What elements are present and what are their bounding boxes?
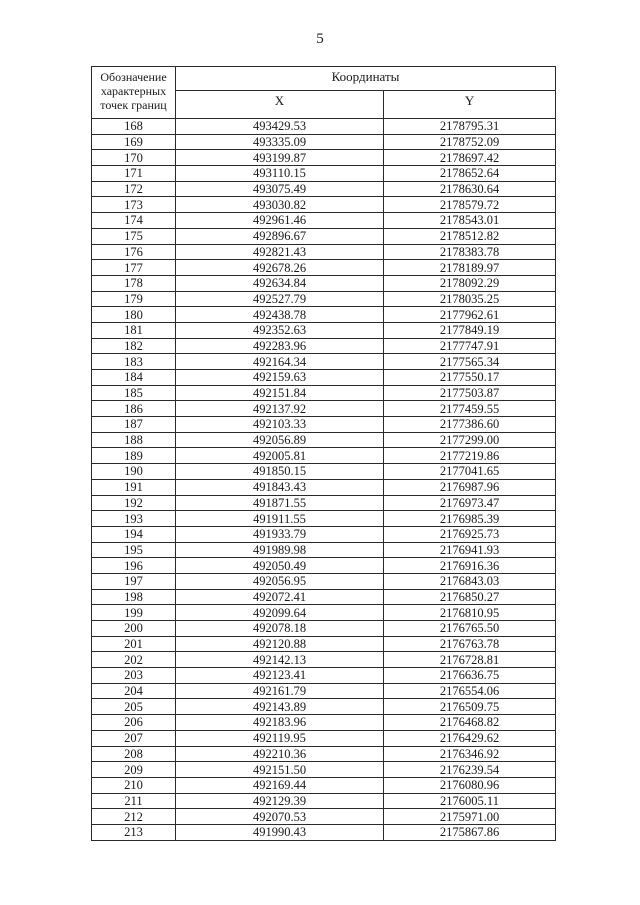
y-coordinate-cell: 2178697.42 [384, 150, 556, 166]
x-coordinate-cell: 493335.09 [176, 134, 384, 150]
x-coordinate-cell: 492161.79 [176, 683, 384, 699]
point-id-cell: 193 [92, 511, 176, 527]
x-coordinate-cell: 493075.49 [176, 181, 384, 197]
x-coordinate-cell: 491911.55 [176, 511, 384, 527]
table-row [92, 244, 556, 260]
point-id-cell: 176 [92, 244, 176, 260]
point-id-cell: 183 [92, 354, 176, 370]
x-coordinate-cell: 491871.55 [176, 495, 384, 511]
x-coordinate-cell: 492070.53 [176, 809, 384, 825]
column-header-x: X [176, 91, 384, 119]
table-row [92, 228, 556, 244]
table-header [92, 67, 556, 119]
table-row [92, 762, 556, 778]
column-header-designation: Обозначение характерных точек границ [92, 67, 176, 119]
y-coordinate-cell: 2176239.54 [384, 762, 556, 778]
y-coordinate-cell: 2176925.73 [384, 526, 556, 542]
point-id-cell: 173 [92, 197, 176, 213]
y-coordinate-cell: 2178543.01 [384, 213, 556, 229]
table-row [92, 464, 556, 480]
y-coordinate-cell: 2175867.86 [384, 824, 556, 840]
point-id-cell: 175 [92, 228, 176, 244]
page-number: 5 [316, 31, 324, 47]
point-id-cell: 200 [92, 621, 176, 637]
table-row [92, 777, 556, 793]
x-coordinate-cell: 492634.84 [176, 275, 384, 291]
x-coordinate-cell: 492072.41 [176, 589, 384, 605]
x-coordinate-cell: 492164.34 [176, 354, 384, 370]
x-coordinate-cell: 492050.49 [176, 558, 384, 574]
table-row [92, 370, 556, 386]
x-coordinate-cell: 492056.89 [176, 432, 384, 448]
table-row [92, 338, 556, 354]
table-row [92, 699, 556, 715]
table-row [92, 730, 556, 746]
x-coordinate-cell: 492078.18 [176, 621, 384, 637]
table-row [92, 589, 556, 605]
point-id-cell: 185 [92, 385, 176, 401]
y-coordinate-cell: 2177962.61 [384, 307, 556, 323]
y-coordinate-cell: 2178512.82 [384, 228, 556, 244]
x-coordinate-cell: 492151.50 [176, 762, 384, 778]
x-coordinate-cell: 491933.79 [176, 526, 384, 542]
x-coordinate-cell: 492120.88 [176, 636, 384, 652]
table-body [92, 119, 556, 841]
x-coordinate-cell: 492103.33 [176, 417, 384, 433]
table-row [92, 526, 556, 542]
y-coordinate-cell: 2176987.96 [384, 479, 556, 495]
point-id-cell: 203 [92, 668, 176, 684]
y-coordinate-cell: 2176554.06 [384, 683, 556, 699]
x-coordinate-cell: 492005.81 [176, 448, 384, 464]
x-coordinate-cell: 493030.82 [176, 197, 384, 213]
table-row [92, 401, 556, 417]
table-row [92, 809, 556, 825]
x-coordinate-cell: 492129.39 [176, 793, 384, 809]
point-id-cell: 206 [92, 715, 176, 731]
header-row-top [92, 67, 556, 91]
x-coordinate-cell: 492961.46 [176, 213, 384, 229]
point-id-cell: 212 [92, 809, 176, 825]
table-row [92, 511, 556, 527]
point-id-cell: 170 [92, 150, 176, 166]
point-id-cell: 177 [92, 260, 176, 276]
point-id-cell: 178 [92, 275, 176, 291]
point-id-cell: 180 [92, 307, 176, 323]
y-coordinate-cell: 2176346.92 [384, 746, 556, 762]
table-row [92, 715, 556, 731]
y-coordinate-cell: 2176941.93 [384, 542, 556, 558]
y-coordinate-cell: 2177565.34 [384, 354, 556, 370]
point-id-cell: 209 [92, 762, 176, 778]
y-coordinate-cell: 2176763.78 [384, 636, 556, 652]
point-id-cell: 199 [92, 605, 176, 621]
y-coordinate-cell: 2178795.31 [384, 119, 556, 135]
y-coordinate-cell: 2178652.64 [384, 166, 556, 182]
y-coordinate-cell: 2177299.00 [384, 432, 556, 448]
point-id-cell: 195 [92, 542, 176, 558]
point-id-cell: 196 [92, 558, 176, 574]
point-id-cell: 205 [92, 699, 176, 715]
y-coordinate-cell: 2178035.25 [384, 291, 556, 307]
point-id-cell: 191 [92, 479, 176, 495]
y-coordinate-cell: 2178383.78 [384, 244, 556, 260]
point-id-cell: 204 [92, 683, 176, 699]
point-id-cell: 179 [92, 291, 176, 307]
y-coordinate-cell: 2178579.72 [384, 197, 556, 213]
table-row [92, 668, 556, 684]
point-id-cell: 172 [92, 181, 176, 197]
x-coordinate-cell: 491990.43 [176, 824, 384, 840]
y-coordinate-cell: 2177219.86 [384, 448, 556, 464]
table-row [92, 636, 556, 652]
y-coordinate-cell: 2176916.36 [384, 558, 556, 574]
x-coordinate-cell: 493199.87 [176, 150, 384, 166]
x-coordinate-cell: 492283.96 [176, 338, 384, 354]
point-id-cell: 202 [92, 652, 176, 668]
table-row [92, 495, 556, 511]
table-row [92, 542, 556, 558]
y-coordinate-cell: 2177041.65 [384, 464, 556, 480]
table-row [92, 119, 556, 135]
point-id-cell: 207 [92, 730, 176, 746]
y-coordinate-cell: 2176080.96 [384, 777, 556, 793]
point-id-cell: 194 [92, 526, 176, 542]
y-coordinate-cell: 2177459.55 [384, 401, 556, 417]
point-id-cell: 171 [92, 166, 176, 182]
x-coordinate-cell: 492896.67 [176, 228, 384, 244]
column-header-y: Y [384, 91, 556, 119]
table-row [92, 291, 556, 307]
table-row [92, 573, 556, 589]
y-coordinate-cell: 2177550.17 [384, 370, 556, 386]
table-row [92, 605, 556, 621]
point-id-cell: 181 [92, 322, 176, 338]
x-coordinate-cell: 491850.15 [176, 464, 384, 480]
y-coordinate-cell: 2176728.81 [384, 652, 556, 668]
point-id-cell: 208 [92, 746, 176, 762]
point-id-cell: 197 [92, 573, 176, 589]
x-coordinate-cell: 492678.26 [176, 260, 384, 276]
y-coordinate-cell: 2178189.97 [384, 260, 556, 276]
table-row [92, 793, 556, 809]
x-coordinate-cell: 492143.89 [176, 699, 384, 715]
y-coordinate-cell: 2176636.75 [384, 668, 556, 684]
point-id-cell: 198 [92, 589, 176, 605]
point-id-cell: 186 [92, 401, 176, 417]
table-row [92, 354, 556, 370]
point-id-cell: 201 [92, 636, 176, 652]
x-coordinate-cell: 492142.13 [176, 652, 384, 668]
y-coordinate-cell: 2176843.03 [384, 573, 556, 589]
table-row [92, 213, 556, 229]
x-coordinate-cell: 491989.98 [176, 542, 384, 558]
x-coordinate-cell: 492137.92 [176, 401, 384, 417]
table-row [92, 260, 556, 276]
point-id-cell: 168 [92, 119, 176, 135]
point-id-cell: 213 [92, 824, 176, 840]
point-id-cell: 187 [92, 417, 176, 433]
x-coordinate-cell: 492099.64 [176, 605, 384, 621]
table-row [92, 166, 556, 182]
x-coordinate-cell: 493429.53 [176, 119, 384, 135]
table-row [92, 479, 556, 495]
y-coordinate-cell: 2176810.95 [384, 605, 556, 621]
x-coordinate-cell: 492169.44 [176, 777, 384, 793]
table-row [92, 746, 556, 762]
y-coordinate-cell: 2175971.00 [384, 809, 556, 825]
x-coordinate-cell: 492119.95 [176, 730, 384, 746]
y-coordinate-cell: 2176429.62 [384, 730, 556, 746]
point-id-cell: 190 [92, 464, 176, 480]
x-coordinate-cell: 492821.43 [176, 244, 384, 260]
table-row [92, 385, 556, 401]
table-row [92, 448, 556, 464]
point-id-cell: 188 [92, 432, 176, 448]
x-coordinate-cell: 492056.95 [176, 573, 384, 589]
y-coordinate-cell: 2176973.47 [384, 495, 556, 511]
table-row [92, 181, 556, 197]
point-id-cell: 189 [92, 448, 176, 464]
table-row [92, 824, 556, 840]
table-row [92, 275, 556, 291]
table-row [92, 621, 556, 637]
x-coordinate-cell: 492183.96 [176, 715, 384, 731]
table-row [92, 652, 556, 668]
point-id-cell: 211 [92, 793, 176, 809]
y-coordinate-cell: 2177503.87 [384, 385, 556, 401]
table-row [92, 417, 556, 433]
x-coordinate-cell: 492438.78 [176, 307, 384, 323]
x-coordinate-cell: 492159.63 [176, 370, 384, 386]
coordinates-table [91, 66, 556, 841]
point-id-cell: 174 [92, 213, 176, 229]
table-row [92, 150, 556, 166]
y-coordinate-cell: 2177386.60 [384, 417, 556, 433]
y-coordinate-cell: 2178630.64 [384, 181, 556, 197]
y-coordinate-cell: 2177849.19 [384, 322, 556, 338]
y-coordinate-cell: 2176468.82 [384, 715, 556, 731]
table-row [92, 134, 556, 150]
y-coordinate-cell: 2177747.91 [384, 338, 556, 354]
x-coordinate-cell: 493110.15 [176, 166, 384, 182]
x-coordinate-cell: 492151.84 [176, 385, 384, 401]
point-id-cell: 169 [92, 134, 176, 150]
point-id-cell: 182 [92, 338, 176, 354]
table-row [92, 307, 556, 323]
y-coordinate-cell: 2178752.09 [384, 134, 556, 150]
x-coordinate-cell: 492123.41 [176, 668, 384, 684]
y-coordinate-cell: 2176850.27 [384, 589, 556, 605]
table-row [92, 197, 556, 213]
x-coordinate-cell: 492527.79 [176, 291, 384, 307]
y-coordinate-cell: 2178092.29 [384, 275, 556, 291]
y-coordinate-cell: 2176509.75 [384, 699, 556, 715]
y-coordinate-cell: 2176005.11 [384, 793, 556, 809]
x-coordinate-cell: 492352.63 [176, 322, 384, 338]
y-coordinate-cell: 2176985.39 [384, 511, 556, 527]
table-row [92, 683, 556, 699]
table-row [92, 432, 556, 448]
table-row [92, 558, 556, 574]
y-coordinate-cell: 2176765.50 [384, 621, 556, 637]
x-coordinate-cell: 491843.43 [176, 479, 384, 495]
table-row [92, 322, 556, 338]
x-coordinate-cell: 492210.36 [176, 746, 384, 762]
point-id-cell: 210 [92, 777, 176, 793]
point-id-cell: 192 [92, 495, 176, 511]
column-header-coordinates: Координаты [176, 67, 556, 91]
point-id-cell: 184 [92, 370, 176, 386]
